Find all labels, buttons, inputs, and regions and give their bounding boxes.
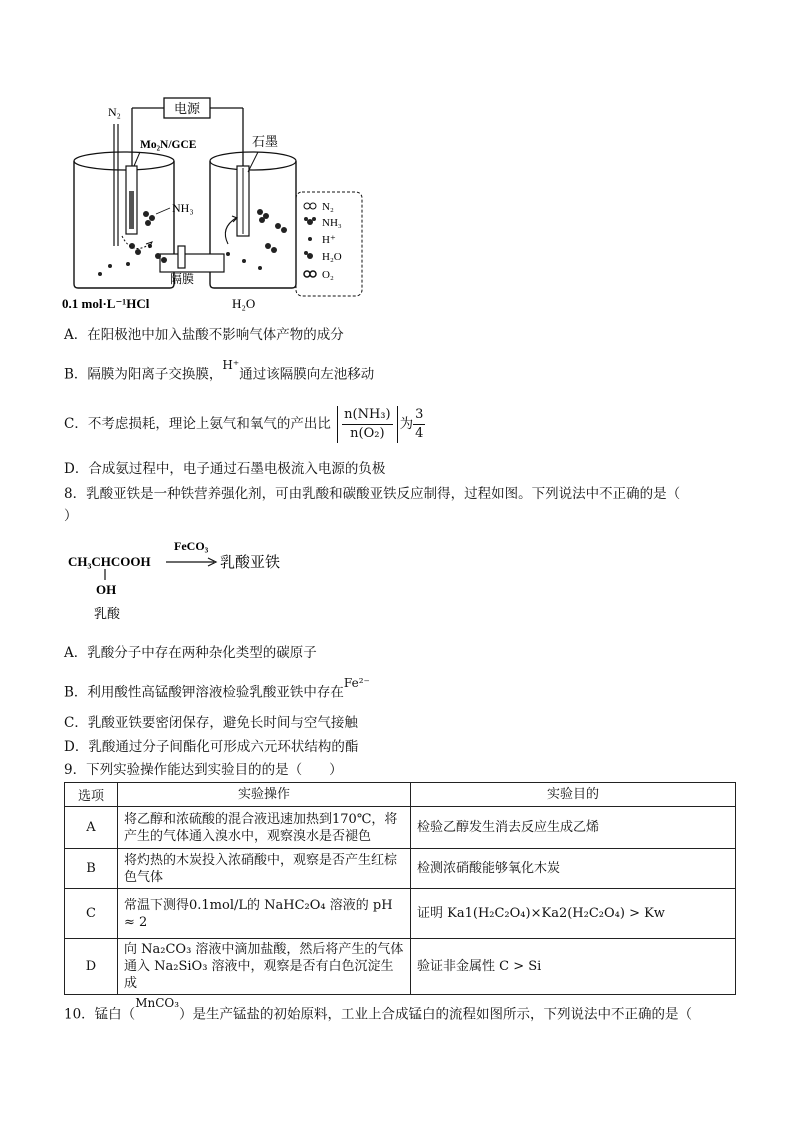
table-row bbox=[65, 849, 736, 889]
q8-b-pre: B．利用酸性高锰酸钾溶液检验乳酸亚铁中存在 bbox=[64, 684, 344, 701]
table-row bbox=[65, 807, 736, 849]
row-option: B bbox=[65, 849, 118, 889]
right-solution-label: H₂O bbox=[232, 296, 256, 311]
reaction-oh: OH bbox=[96, 582, 117, 597]
q7-c-ratio bbox=[337, 406, 397, 443]
q8-stem-line2: ） bbox=[64, 508, 78, 524]
n2-label: N₂ bbox=[108, 105, 121, 119]
q7-c-mid: 为 bbox=[399, 416, 414, 432]
row-option: C bbox=[65, 889, 118, 939]
lactic-acid-reaction bbox=[64, 536, 344, 626]
reaction-product: 乳酸亚铁 bbox=[220, 555, 281, 571]
row-aim: 检验乙醇发生消去反应生成乙烯 bbox=[411, 807, 736, 849]
table-header-row bbox=[65, 783, 736, 807]
legend-h2o: H₂O bbox=[322, 251, 342, 263]
legend-h: H⁺ bbox=[322, 234, 336, 246]
left-electrode-label: Mo₂N/GCE bbox=[140, 139, 197, 151]
q9-table bbox=[64, 782, 736, 995]
row-aim: 验证非金属性 C > Si bbox=[411, 939, 736, 995]
power-label: 电源 bbox=[173, 101, 201, 116]
header-operation: 实验操作 bbox=[118, 783, 411, 807]
table-row bbox=[65, 939, 736, 995]
row-operation: 常温下测得0.1mol/L的 NaHC₂O₄ 溶液的 pH ≈ 2 bbox=[118, 889, 411, 939]
membrane-label: 隔膜 bbox=[169, 272, 195, 286]
header-option: 选项 bbox=[65, 783, 118, 807]
reaction-reactant: CH₃CHCOOH bbox=[68, 554, 151, 569]
legend-n2: N₂ bbox=[322, 201, 334, 213]
left-solution-label: 0.1 mol·L⁻¹HCl bbox=[62, 296, 150, 311]
q9-stem: 9．下列实验操作能达到实验目的的是（ ） bbox=[64, 762, 343, 778]
q7-b-post: 通过该隔膜向左池移动 bbox=[239, 366, 375, 383]
q10-post: ）是生产锰盐的初始原料，工业上合成锰白的流程如图所示，下列说法中不正确的是（ bbox=[179, 1006, 693, 1023]
electrolysis-diagram bbox=[60, 96, 380, 316]
q7-c-pre: C．不考虑损耗，理论上氨气和氧气的产出比 bbox=[64, 416, 331, 432]
right-electrode-label: 石墨 bbox=[252, 134, 279, 149]
legend-nh3: NH₃ bbox=[322, 217, 342, 229]
q7-option-d: D．合成氨过程中，电子通过石墨电极流入电源的负极 bbox=[64, 461, 386, 477]
row-operation: 向 Na₂CO₃ 溶液中滴加盐酸，然后将产生的气体通入 Na₂SiO₃ 溶液中，观察是否有白色沉淀生成 bbox=[118, 939, 411, 995]
row-aim: 检测浓硝酸能够氧化木炭 bbox=[411, 849, 736, 889]
q8-option-a: A．乳酸分子中存在两种杂化类型的碳原子 bbox=[64, 645, 317, 661]
q7-option-b bbox=[64, 360, 374, 384]
q7-c-fraction-den: 4 bbox=[415, 426, 424, 441]
q8-stem-line1: 8．乳酸亚铁是一种铁营养强化剂，可由乳酸和碳酸亚铁反应制得，过程如图。下列说法中不正确的是（ bbox=[64, 486, 681, 502]
reaction-reagent: FeCO₃ bbox=[174, 539, 209, 553]
q7-b-pre: B．隔膜为阳离子交换膜， bbox=[64, 366, 223, 383]
q7-b-ion: H⁺ bbox=[222, 358, 240, 372]
q8-option-d: D．乳酸通过分子间酯化可形成六元环状结构的酯 bbox=[64, 739, 359, 755]
row-operation: 将乙醇和浓硫酸的混合液迅速加热到170℃，将产生的气体通入溴水中，观察溴水是否褪色 bbox=[118, 807, 411, 849]
q7-c-denominator: n(O₂) bbox=[350, 426, 385, 441]
q7-c-fraction-num: 3 bbox=[413, 406, 425, 425]
q8-option-c: C．乳酸亚铁要密闭保存，避免长时间与空气接触 bbox=[64, 715, 358, 731]
legend bbox=[304, 201, 342, 281]
row-option: A bbox=[65, 807, 118, 849]
q8-option-b bbox=[64, 678, 370, 702]
row-option: D bbox=[65, 939, 118, 995]
row-operation: 将灼热的木炭投入浓硝酸中，观察是否产生红棕色气体 bbox=[118, 849, 411, 889]
table-row bbox=[65, 889, 736, 939]
q7-option-a: A．在阳极池中加入盐酸不影响气体产物的成分 bbox=[64, 327, 344, 343]
q10-stem bbox=[64, 996, 693, 1024]
q10-pre: 10．锰白（ bbox=[64, 1006, 136, 1023]
q7-c-numerator: n(NH₃) bbox=[342, 406, 392, 425]
header-aim: 实验目的 bbox=[411, 783, 736, 807]
q7-option-c bbox=[64, 402, 425, 446]
reaction-reactant-name: 乳酸 bbox=[94, 606, 121, 621]
q10-formula: MnCO₃ bbox=[135, 996, 180, 1010]
row-aim: 证明 Ka1(H₂C₂O₄)×Ka2(H₂C₂O₄) > Kw bbox=[411, 889, 736, 939]
legend-o2: O₂ bbox=[322, 269, 334, 281]
q8-b-ion: Fe²⁻ bbox=[343, 676, 370, 690]
nh3-label: NH₃ bbox=[172, 201, 194, 215]
